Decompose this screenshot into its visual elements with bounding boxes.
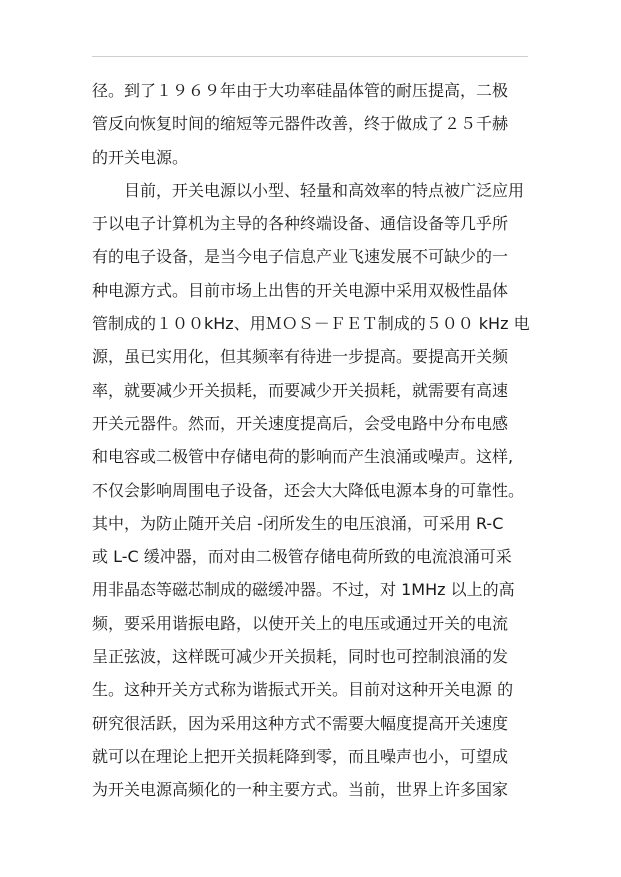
text-line: 就可以在理论上把开关损耗降到零，而且噪声也小，可望成 [92,746,509,766]
text-line: 或 L-C 缓冲器，而对由二极管存储电荷所致的电流浪涌可采 [92,547,512,567]
text-line: 研究很活跃，因为采用这种方式不需要大幅度提高开关速度 [92,713,509,733]
text-line: 管反向恢复时间的缩短等元器件改善，终于做成了２５千赫 [92,114,509,134]
text-line: 开关元器件。然而，开关速度提高后，会受电路中分布电感 [92,413,509,433]
text-line: 于以电子计算机为主导的各种终端设备、通信设备等几乎所 [92,214,509,234]
text-line: 频，要采用谐振电路，以使开关上的电压或通过开关的电流 [92,613,509,633]
text-line: 和电容或二极管中存储电荷的影响而产生浪涌或噪声。这样, [92,447,514,467]
text-line: 用非晶态等磁芯制成的磁缓冲器。不过，对 1MHz 以上的高 [92,580,515,600]
text-line: 源，虽已实用化，但其频率有待进一步提高。要提高开关频 [92,347,509,367]
text-line: 呈正弦波，这样既可减少开关损耗，同时也可控制浪涌的发 [92,647,509,667]
text-line: 为开关电源高频化的一种主要方式。当前，世界上许多国家 [92,780,509,800]
text-line: 率，就要减少开关损耗，而要减少开关损耗，就需要有高速 [92,380,509,400]
body-text [92,74,532,807]
text-line: 径。到了１９６９年由于大功率硅晶体管的耐压提高，二极 [92,81,509,100]
text-line: 生。这种开关方式称为谐振式开关。目前对这种开关电源 的 [92,680,514,700]
text-line: 其中，为防止随开关启 -闭所发生的电压浪涌，可采用 R-C [92,513,504,533]
text-line: 管制成的１００kHz、用ＭＯＳ－ＦＥＴ制成的５００ kHz 电 [92,314,530,334]
header-rule [92,56,528,57]
text-line: 种电源方式。目前市场上出售的开关电源中采用双极性晶体 [92,280,509,300]
text-line: 的开关电源。 [92,147,189,167]
text-line: 有的电子设备，是当今电子信息产业飞速发展不可缺少的一 [92,247,509,267]
text-line: 不仅会影响周围电子设备，还会大大降低电源本身的可靠性。 [92,480,525,500]
text-line: 目前，开关电源以小型、轻量和高效率的特点被广泛应用 [92,180,525,200]
